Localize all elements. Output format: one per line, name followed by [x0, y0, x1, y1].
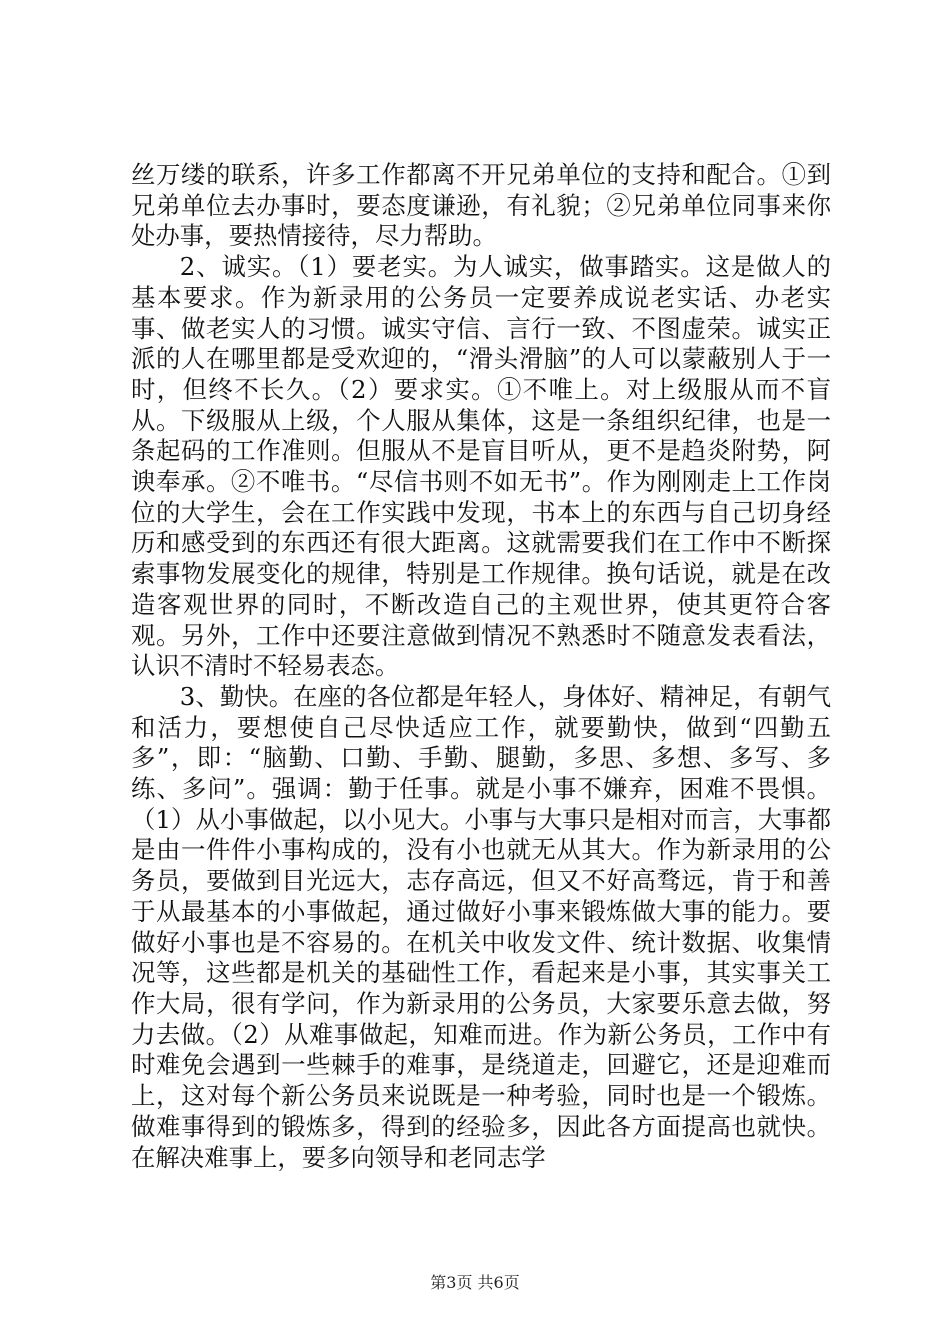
- paragraph-diligence: 3、勤快。在座的各位都是年轻人，身体好、精神足，有朝气和活力，要想使自己尽快适应工作，就要勤快，做到“四勤五多”，即：“脑勤、口勤、手勤、腿勤，多思、多想、多写、多练、多问”。强调：勤于任事。就是小事不嫌弃，困难不畏惧。（1）从小事做起，以小见大。小事与大事只是相对而言，大事都是由一件件小事构成的，没有小也就无从其大。作为新录用的公务员，要做到目光远大，志存高远，但又不好高骛远，肯于和善于从最基本的小事做起，通过做好小事来锻炼做大事的能力。要做好小事也是不容易的。在机关中收发文件、统计数据、收集情况等，这些都是机关的基础性工作，看起来是小事，其实事关工作大局，很有学问，作为新录用的公务员，大家要乐意去做，努力去做。（2）从难事做起，知难而进。作为新公务员，工作中有时难免会遇到一些棘手的难事，是绕道走，回避它，还是迎难而上，这对每个新公务员来说既是一种考验，同时也是一个锻炼。做难事得到的锻炼多，得到的经验多，因此各方面提高也就快。在解决难事上，要多向领导和老同志学: [131, 681, 831, 1172]
- page-number-footer: 第3页 共6页: [430, 1273, 520, 1292]
- paragraph-continuation: 丝万缕的联系，许多工作都离不开兄弟单位的支持和配合。①到兄弟单位去办事时，要态度谦逊，有礼貌；②兄弟单位同事来你处办事，要热情接待，尽力帮助。: [131, 160, 831, 251]
- document-body: [131, 160, 831, 1173]
- paragraph-honesty: 2、诚实。（1）要老实。为人诚实，做事踏实。这是做人的基本要求。作为新录用的公务员一定要养成说老实话、办老实事、做老实人的习惯。诚实守信、言行一致、不图虚荣。诚实正派的人在哪里都是受欢迎的，“滑头滑脑”的人可以蒙蔽别人于一时，但终不长久。（2）要求实。①不唯上。对上级服从而不盲从。下级服从上级，个人服从集体，这是一条组织纪律，也是一条起码的工作准则。但服从不是盲目听从，更不是趋炎附势，阿谀奉承。②不唯书。“尽信书则不如无书”。作为刚刚走上工作岗位的大学生，会在工作实践中发现，书本上的东西与自己切身经历和感受到的东西还有很大距离。这就需要我们在工作中不断探索事物发展变化的规律，特别是工作规律。换句话说，就是在改造客观世界的同时，不断改造自己的主观世界，使其更符合客观。另外，工作中还要注意做到情况不熟悉时不随意发表看法，认识不清时不轻易表态。: [131, 252, 831, 681]
